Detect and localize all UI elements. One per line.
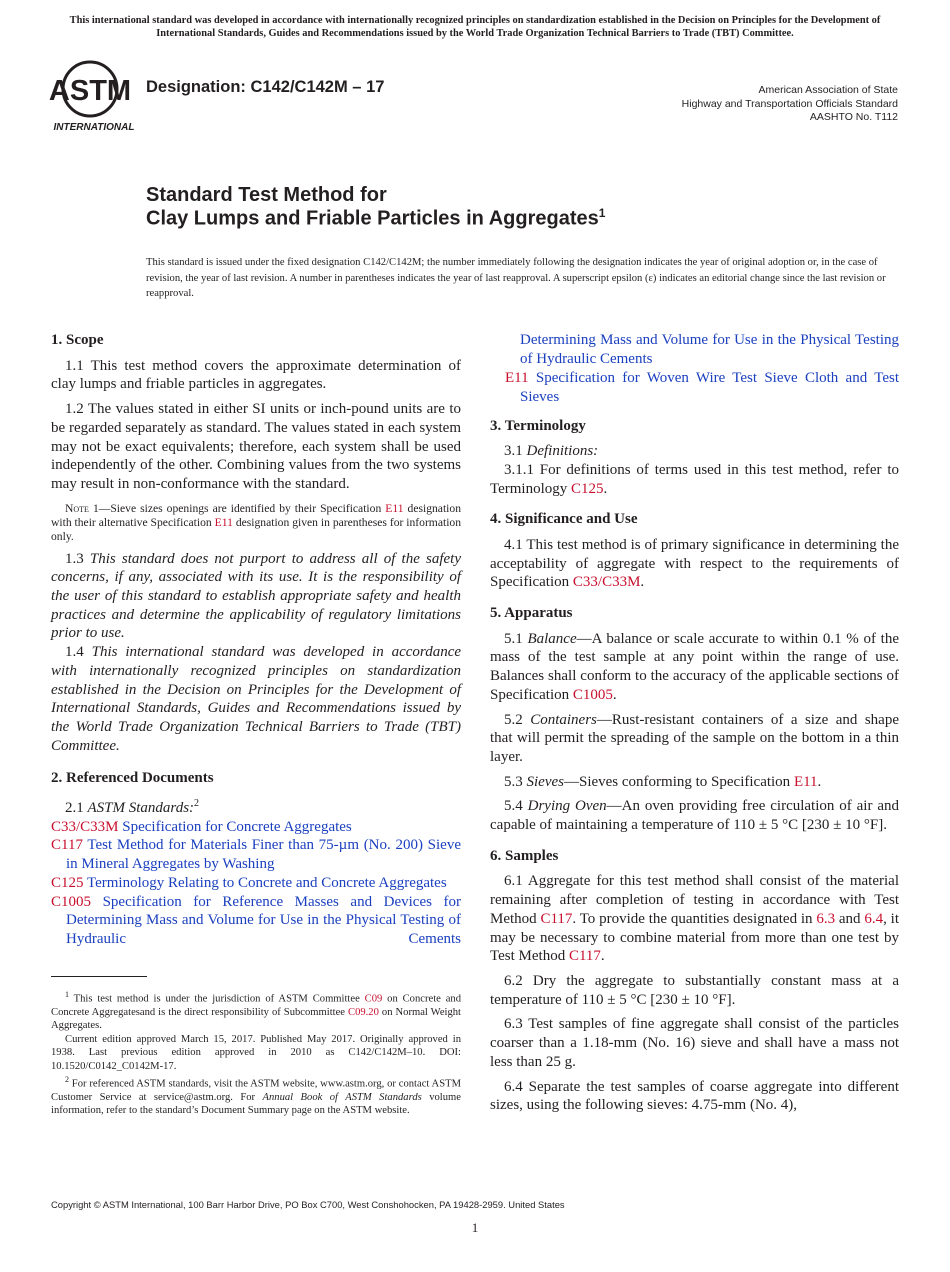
section-link-6-4[interactable]: 6.4 [864, 910, 884, 927]
footnote-1-mark: 1 [65, 990, 69, 999]
para-3-1-text: Definitions: [526, 443, 599, 460]
para-1-4-text: This international standard was developed in accordance with internationally recognized principles on standardization established in the Decision on Principles for the Development of International Standards, Guides and Recommendations issued by the World Trade Organization Technical Barriers to Trade (TBT) Committee. [51, 644, 462, 754]
para-6-1-text-d: , it may be necessary to combine material from more than one test by Test Method [490, 910, 899, 965]
para-5-2 [490, 711, 899, 767]
para-5-4-num: 5.4 [504, 798, 528, 815]
note-1 [51, 502, 461, 544]
para-6-1-text-a: 6.1 Aggregate for this test method shall consist of the material remaining after completion of testing in accordance with Test Method [490, 873, 899, 927]
issued-note: This standard is issued under the fixed designation C142/C142M; the number immediately following the designation indicates the year of original adoption or, in the case of revision, the year of last revision. A number in parentheses indicates the year of last reapproval. A superscript epsilon (ε) indicates an editorial change since the last revision or reapproval. [146, 257, 886, 299]
footnotes [51, 988, 461, 1118]
para-5-4-text: —An oven providing free circulation of air and capable of maintaining a temperature of 110 ± 5 °C [230 ± 10 °F]. [490, 798, 899, 834]
para-6-1-text-e: . [600, 948, 605, 965]
para-1-3-text: This standard does not purport to address all of the safety concerns, if any, associated with its use. It is the responsibility of the user of this standard to establish appropriate safety and health practices and determine the applicability of regulatory limitations prior to use. [51, 550, 462, 642]
para-5-3 [490, 773, 899, 792]
apparatus-heading: 5. Apparatus [490, 605, 573, 622]
title-main: Clay Lumps and Friable Particles in Aggregates [146, 207, 599, 230]
samples-heading: 6. Samples [490, 847, 559, 864]
top-notice: This international standard was developed in accordance with internationally recognized principles on standardization established in the Decision on Principles for the Development of International Standards, Guides and Recommendations issued by the World Trade Organization Technical Barriers to Trade (TBT) Committee. [69, 15, 881, 39]
para-3-1-1 [490, 461, 899, 498]
para-5-3-term: Sieves [526, 773, 564, 790]
ref-title-c33[interactable]: Specification for Concrete Aggregates [118, 818, 352, 835]
para-5-2-term: Containers [530, 711, 597, 728]
ref-item-c33 [51, 818, 461, 837]
ref-item-c1005 [51, 893, 461, 947]
ref-title-e11[interactable]: Specification for Woven Wire Test Sieve Cloth and Test Sieves [520, 370, 899, 405]
ref-title-c1005-continued[interactable]: Determining Mass and Volume for Use in the Physical Testing of Hydraulic Cements [520, 332, 899, 367]
ref-link-c117[interactable]: C117 [568, 948, 601, 965]
ref-item-c117 [51, 836, 461, 873]
footnote-2-mark: 2 [65, 1074, 69, 1084]
left-column [51, 331, 462, 947]
para-3-1-num: 3.1 [504, 443, 527, 460]
title-footnote-mark: 1 [598, 206, 606, 220]
refdocs-heading: 2. Referenced Documents [51, 770, 214, 787]
para-1-2: 1.2 The values stated in either SI units or inch-pound units are to be regarded separately as standard. The values stated in each system may not be exact equivalents; therefore, each system shall be used independently of the other. Combining values from the two systems may result in non-conformance with the standard. [51, 401, 461, 492]
ref-link-c125[interactable]: C125 [51, 874, 84, 891]
ref-link-c1005[interactable]: C1005 [572, 686, 613, 703]
para-2-1 [51, 795, 461, 818]
para-2-1-num: 2.1 [65, 800, 88, 817]
para-5-1 [490, 630, 899, 705]
designation: Designation: C142/C142M – 17 [146, 78, 385, 96]
ref-title-c117[interactable]: Test Method for Materials Finer than 75-µm (No. 200) Sieve in Mineral Aggregates by Washing [66, 837, 461, 873]
aashto-line-1: American Association of State [758, 84, 898, 96]
footnote-1-text-a: This test method is under the jurisdiction of ASTM Committee [69, 993, 365, 1005]
ref-link-e11[interactable]: E11 [793, 773, 818, 790]
ref-link-e11[interactable]: E11 [505, 370, 529, 386]
para-5-3-end: . [817, 773, 822, 790]
section-link-6-3[interactable]: 6.3 [816, 910, 836, 927]
ref-link-e11[interactable]: E11 [214, 515, 233, 529]
logo-text: ASTM [48, 75, 132, 107]
para-5-2-num: 5.2 [504, 711, 531, 728]
para-5-2-text: —Rust-resistant containers of a size and shape that will permit the spreading of the sample on the bottom in a thin layer. [490, 711, 899, 765]
scope-heading: 1. Scope [51, 332, 104, 348]
ref-link-c117[interactable]: C117 [51, 837, 83, 854]
para-1-1: 1.1 This test method covers the approximate determination of clay lumps and friable particles in aggregates. [51, 357, 461, 393]
ref-link-c33[interactable]: C33/C33M [572, 574, 641, 591]
para-5-1-num: 5.1 [504, 630, 528, 647]
para-1-3-num: 1.3 [65, 550, 90, 567]
note-text-b: designation with their alternative Specification [51, 501, 461, 529]
astm-logo [48, 56, 136, 133]
ref-link-e11[interactable]: E11 [385, 501, 404, 515]
para-5-1-text: —A balance or scale accurate to within 0.1 % of the mass of the test sample at any point within the range of use. Balances shall conform to the accuracy of the applicable sections of Specification [490, 630, 900, 703]
footnote-2-text-a: For referenced ASTM standards, visit the ASTM website, www.astm.org, or contact ASTM Customer Service at service@astm.org. For [51, 1078, 461, 1103]
para-6-1-text-b: . To provide the quantities designated in [572, 910, 817, 927]
footnote-2-text-b: volume information, refer to the standard’s Document Summary page on the ASTM website. [51, 1091, 461, 1117]
footnote-2-italic: Annual Book of ASTM Standards [262, 1091, 422, 1103]
footnote-2 [51, 1073, 461, 1118]
para-1-4 [51, 643, 461, 755]
ref-link-c125[interactable]: C125 [571, 480, 604, 497]
para-5-1-end: . [612, 686, 617, 703]
note-label: Note 1 [65, 501, 99, 515]
para-3-1-1-text: 3.1.1 For definitions of terms used in this test method, refer to Terminology [490, 461, 899, 497]
ref-link-c09[interactable]: C09 [364, 993, 383, 1005]
note-text-a: —Sieve sizes openings are identified by their Specification [98, 501, 386, 515]
note-text-c: designation given in parentheses for information only. [51, 515, 462, 543]
para-5-4-term: Drying Oven [527, 798, 607, 815]
ref-item-e11 [490, 369, 899, 406]
title-line-1: Standard Test Method for [146, 184, 387, 206]
para-2-1-text: ASTM Standards: [87, 800, 195, 817]
logo-subtext: INTERNATIONAL [53, 122, 135, 133]
ref-title-c125[interactable]: Terminology Relating to Concrete and Concrete Aggregates [83, 874, 447, 891]
para-3-1-1-end: . [603, 480, 608, 497]
para-1-4-num: 1.4 [65, 644, 92, 661]
ref-item-c1005-continued [490, 331, 899, 369]
footnote-1-text-c: on Normal Weight Aggregates. [51, 1006, 461, 1032]
para-6-1-text-c: and [835, 910, 865, 927]
right-column [490, 331, 899, 1115]
ref-link-c117[interactable]: C117 [540, 910, 573, 927]
para-5-3-text: —Sieves conforming to Specification [563, 773, 794, 790]
para-5-1-term: Balance [527, 630, 577, 647]
para-4-1-text: 4.1 This test method is of primary significance in determining the acceptability of aggregate with respect to the requirements of Specification [490, 536, 899, 591]
ref-item-c125 [51, 874, 461, 893]
footnote-1 [51, 988, 461, 1033]
para-6-2: 6.2 Dry the aggregate to substantially constant mass at a temperature of 110 ± 5 °C [230 ± 10 °F]. [490, 972, 899, 1008]
para-4-1-end: . [640, 574, 645, 591]
para-4-1 [490, 536, 899, 592]
ref-link-c1005[interactable]: C1005 [51, 893, 92, 910]
para-1-3 [51, 550, 461, 644]
para-2-1-footnote-mark: 2 [194, 798, 200, 810]
ref-title-c1005[interactable]: Specification for Reference Masses and Devices for Determining Mass and Volume for Use in the Physical Testing of Hydraulic Cements [66, 893, 461, 947]
page-number: 1 [471, 1220, 479, 1235]
terminology-heading: 3. Terminology [490, 418, 586, 435]
footnote-1-text-b: on Concrete and Concrete Aggregatesand is the direct responsibility of Subcommittee [51, 993, 461, 1018]
para-3-1 [490, 442, 899, 461]
ref-link-c33[interactable]: C33/C33M [51, 818, 119, 835]
aashto-line-3: AASHTO No. T112 [809, 111, 898, 123]
footnote-1-edition: Current edition approved March 15, 2017. Published May 2017. Originally approved in 1938. Last previous edition approved in 2010 as C142/C142M–10. DOI: 10.1520/C0142_C0142M-17. [51, 1033, 461, 1072]
ref-link-c09-20[interactable]: C09.20 [348, 1006, 379, 1018]
para-6-4: 6.4 Separate the test samples of coarse aggregate into different sizes, using the following sieves: 4.75-mm (No. 4), [490, 1078, 899, 1114]
copyright: Copyright © ASTM International, 100 Barr Harbor Drive, PO Box C700, West Conshohocken, PA 19428-2959. United States [51, 1199, 565, 1210]
aashto-info [682, 84, 898, 125]
title-line-2 [146, 206, 605, 231]
footnote-rule [51, 976, 147, 977]
aashto-line-2: Highway and Transportation Officials Standard [681, 97, 898, 110]
para-5-4 [490, 797, 899, 834]
para-6-1 [490, 872, 899, 966]
para-6-3: 6.3 Test samples of fine aggregate shall consist of the particles coarser than a 1.18-mm (No. 16) sieve and shall have a mass not less than 25 g. [490, 1016, 899, 1070]
para-5-3-num: 5.3 [504, 773, 527, 790]
significance-heading: 4. Significance and Use [490, 511, 638, 528]
